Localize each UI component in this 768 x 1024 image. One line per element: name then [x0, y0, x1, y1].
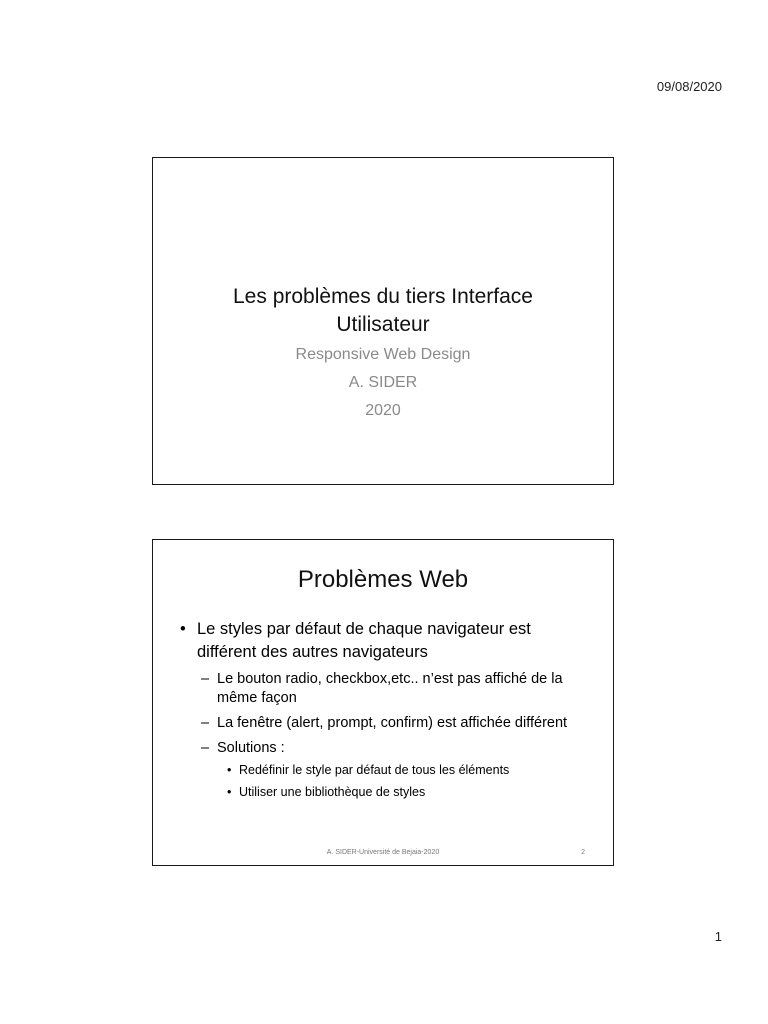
page-number: 1 [714, 929, 722, 944]
sub-bullet-item [153, 739, 613, 758]
dash-marker: – [201, 671, 210, 687]
sub-sub-bullet-item [153, 762, 613, 778]
sub-bullet-item [153, 714, 613, 733]
slide-1-title [153, 283, 613, 339]
slide-1-year: 2020 [365, 402, 401, 419]
sub-sub-bullet-text: Utiliser une bibliothèque de styles [239, 785, 426, 799]
slide-1-author: A. SIDER [348, 374, 418, 391]
sub-bullet-text: Le bouton radio, checkbox,etc.. n’est pas affiché de la même façon [217, 671, 563, 706]
sub-bullet-text: Solutions : [217, 740, 285, 756]
sub-sub-bullet-item [153, 784, 613, 800]
slide-1 [152, 157, 614, 485]
slide-1-subtitle: Responsive Web Design [295, 346, 471, 363]
page-date: 09/08/2020 [656, 79, 722, 94]
slide-number: 2 [581, 849, 585, 856]
sub-bullet-item [153, 670, 613, 708]
bullet-marker: • [227, 785, 232, 799]
slide-2-title: Problèmes Web [297, 566, 469, 593]
bullet-marker: • [180, 620, 186, 638]
slide-2-bullet-list [153, 618, 613, 806]
sub-sub-bullet-text: Redéfinir le style par défaut de tous les éléments [239, 763, 510, 777]
slide-1-title-line-2: Utilisateur [336, 313, 430, 336]
bullet-marker: • [227, 763, 232, 777]
dash-marker: – [201, 740, 210, 756]
sub-bullet-text: La fenêtre (alert, prompt, confirm) est affichée différent [217, 715, 568, 731]
slide-1-title-line-1: Les problèmes du tiers Interface [233, 285, 533, 308]
slide-2 [152, 539, 614, 866]
dash-marker: – [201, 715, 210, 731]
bullet-text: Le styles par défaut de chaque navigateur est différent des autres navigateurs [197, 620, 531, 661]
slide-footer: A. SIDER-Université de Bejaia-2020 [326, 849, 440, 856]
bullet-item [153, 618, 613, 664]
